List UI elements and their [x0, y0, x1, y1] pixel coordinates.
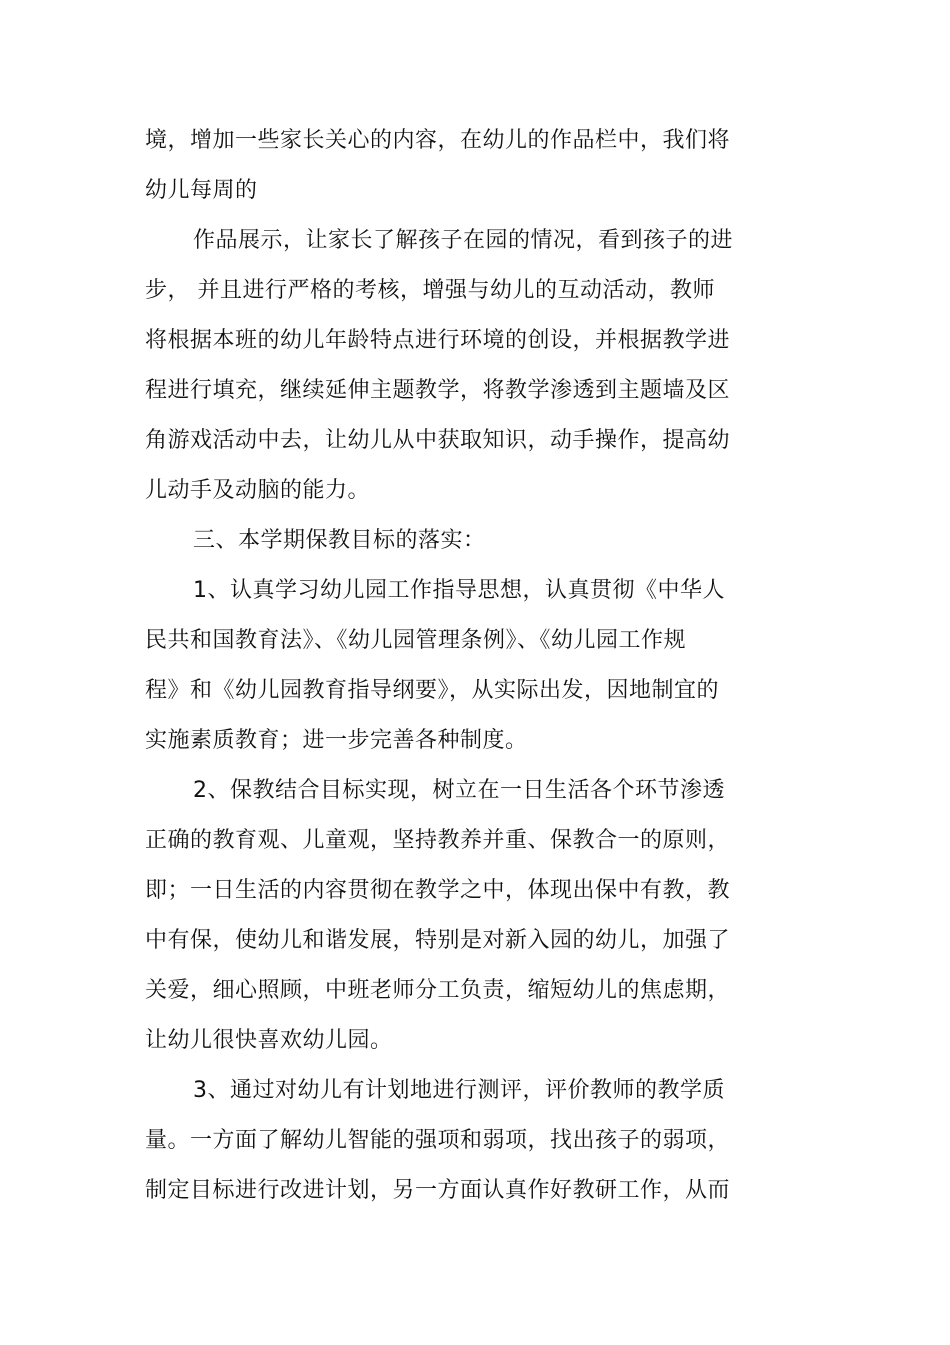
- text-line: 将根据本班的幼儿年龄特点进行环境的创设，并根据教学进: [145, 328, 731, 353]
- text-line: 关爱，细心照顾，中班老师分工负责，缩短幼儿的焦虑期，: [145, 978, 731, 1003]
- text-line: 正确的教育观、儿童观，坚持教养并重、保教合一的原则，: [145, 828, 731, 853]
- paragraph-line: 1、认真学习幼儿园工作指导思想，认真贯彻《中华人: [193, 578, 725, 603]
- text-line: 程》和《幼儿园教育指导纲要》，从实际出发，因地制宜的: [145, 678, 720, 703]
- text-line: 角游戏活动中去，让幼儿从中获取知识，动手操作，提高幼: [145, 428, 731, 453]
- paragraph-line: 3、通过对幼儿有计划地进行测评，评价教师的教学质: [193, 1078, 725, 1103]
- text-line: 即；一日生活的内容贯彻在教学之中，体现出保中有教，教: [145, 878, 731, 903]
- text-line: 民共和国教育法》、《幼儿园管理条例》、《幼儿园工作规: [145, 628, 687, 653]
- text-line: 步， 并且进行严格的考核，增强与幼儿的互动活动，教师: [145, 278, 715, 303]
- paragraph-line: 2、保教结合目标实现，树立在一日生活各个环节渗透: [193, 778, 725, 803]
- paragraph-line: 作品展示，让家长了解孩子在园的情况，看到孩子的进: [193, 228, 734, 253]
- text-line: 幼儿每周的: [145, 178, 258, 203]
- text-line: 让幼儿很快喜欢幼儿园。: [145, 1028, 393, 1053]
- text-line: 中有保，使幼儿和谐发展，特别是对新入园的幼儿，加强了: [145, 928, 731, 953]
- text-line: 儿动手及动脑的能力。: [145, 478, 371, 503]
- text-line: 实施素质教育；进一步完善各种制度。: [145, 728, 528, 753]
- text-line: 境，增加一些家长关心的内容，在幼儿的作品栏中，我们将: [145, 128, 731, 153]
- text-line: 制定目标进行改进计划，另一方面认真作好教研工作，从而: [145, 1178, 731, 1203]
- text-line: 程进行填充，继续延伸主题教学，将教学渗透到主题墙及区: [145, 378, 731, 403]
- text-line: 量。一方面了解幼儿智能的强项和弱项，找出孩子的弱项，: [145, 1128, 731, 1153]
- section-heading: 三、本学期保教目标的落实：: [193, 528, 486, 553]
